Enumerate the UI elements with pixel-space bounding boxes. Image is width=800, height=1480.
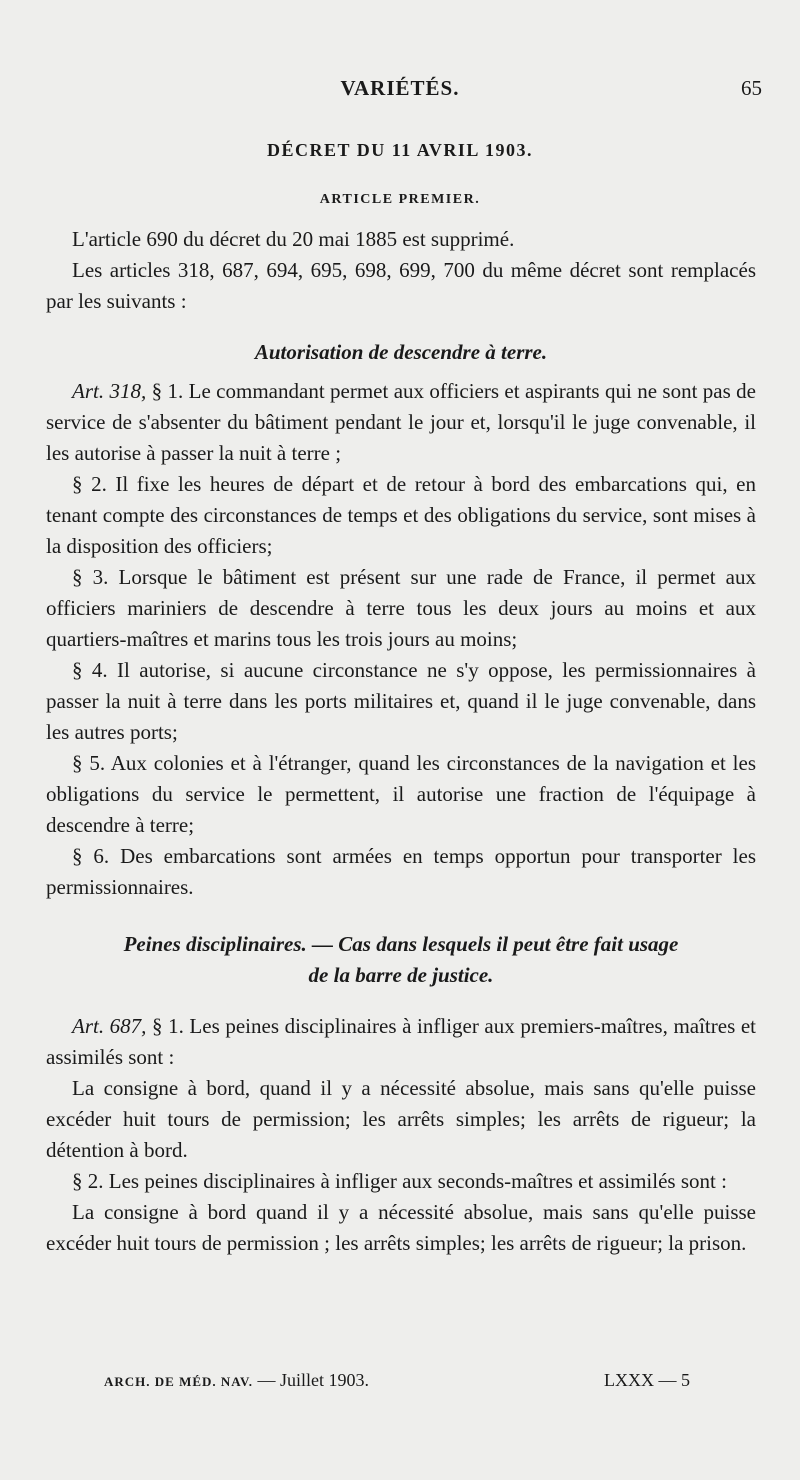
intro-paragraph-2: Les articles 318, 687, 694, 695, 698, 699, 700 du même décret sont remplacés par les suivants : bbox=[46, 258, 756, 313]
intro-paragraph-1: L'article 690 du décret du 20 mai 1885 est supprimé. bbox=[72, 227, 515, 251]
art-687-paragraph-2: La consigne à bord, quand il y a nécessité absolue, mais sans qu'elle puisse excéder huit tours de permission; les arrêts simples; les arrêts de rigueur; la détention à bord. bbox=[46, 1076, 756, 1162]
decree-title: DÉCRET DU 11 AVRIL 1903. bbox=[267, 140, 533, 160]
art-318-paragraph-2: § 2. Il fixe les heures de départ et de retour à bord des embarcations qui, en tenant compte des circonstances de temps et des obligations du service, sont mises à la disposition des officiers; bbox=[46, 472, 756, 558]
art-687-paragraph-4: La consigne à bord quand il y a nécessité absolue, mais sans qu'elle puisse excéder huit tours de permission ; les arrêts simples; les arrêts de rigueur; la prison. bbox=[46, 1200, 756, 1255]
art-687-paragraph-3: § 2. Les peines disciplinaires à infliger aux seconds-maîtres et assimilés sont : bbox=[72, 1169, 727, 1193]
section-heading-line-1: Peines disciplinaires. — Cas dans lesquels il peut être fait usage bbox=[123, 932, 679, 956]
section-heading-autorisation: Autorisation de descendre à terre. bbox=[254, 340, 548, 364]
section-heading-line-2: de la barre de justice. bbox=[308, 963, 494, 987]
art-687-paragraph-1 bbox=[46, 1011, 756, 1073]
art-318-paragraph-6: § 6. Des embarcations sont armées en temps opportun pour transporter les permissionnaires. bbox=[46, 844, 756, 899]
art-318-paragraph-3: § 3. Lorsque le bâtiment est présent sur une rade de France, il permet aux officiers mariniers de descendre à terre tous les deux jours au moins et aux quartiers-maîtres et marins tous les trois jours au moins; bbox=[46, 565, 756, 651]
section-heading-peines bbox=[46, 929, 756, 991]
running-header bbox=[0, 76, 800, 106]
footer-citation bbox=[104, 1370, 369, 1391]
article-ref-318: Art. 318, bbox=[72, 379, 147, 403]
footer-issue: — Juillet 1903. bbox=[257, 1370, 369, 1390]
footer-signature: LXXX — 5 bbox=[604, 1370, 690, 1390]
article-ref-687: Art. 687, bbox=[72, 1014, 147, 1038]
art-318-paragraph-1 bbox=[46, 376, 756, 469]
article-heading: ARTICLE PREMIER. bbox=[319, 192, 481, 207]
art-318-paragraph-4: § 4. Il autorise, si aucune circonstance ne s'y oppose, les permissionnaires à passer la nuit à terre dans les ports militaires et, quand il le juge convenable, dans les autres ports; bbox=[46, 658, 756, 744]
footer-journal: ARCH. DE MÉD. NAV. bbox=[104, 1374, 253, 1389]
page-footer bbox=[0, 1370, 800, 1400]
page-number: 65 bbox=[741, 76, 762, 100]
art-318-paragraph-5: § 5. Aux colonies et à l'étranger, quand les circonstances de la navigation et les obligations du service le permettent, il autorise une fraction de l'équipage à descendre à terre; bbox=[46, 751, 756, 837]
running-title: VARIÉTÉS. bbox=[340, 76, 460, 100]
paragraph-text: § 1. Les peines disciplinaires à infliger aux premiers-maîtres, maîtres et assimilés sont : bbox=[46, 1014, 756, 1069]
paragraph-text: § 1. Le commandant permet aux officiers et aspirants qui ne sont pas de service de s'absenter du bâtiment pendant le jour et, lorsqu'il le juge convenable, il les autorise à passer la nuit à terre ; bbox=[46, 379, 757, 465]
body-text bbox=[46, 224, 756, 1259]
